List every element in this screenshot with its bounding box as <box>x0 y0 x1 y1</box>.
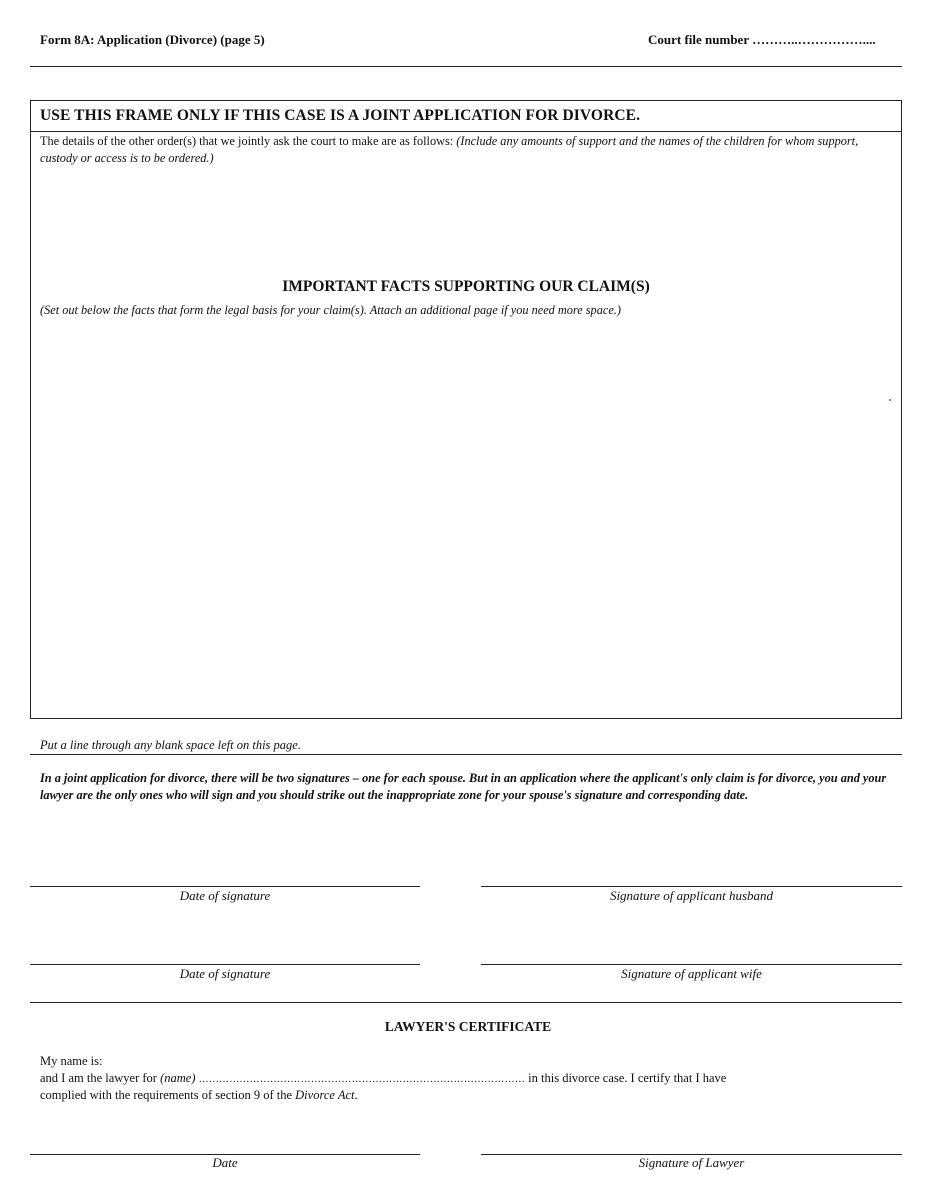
lawyer-date-label: Date <box>212 1155 238 1170</box>
signature-instruction: In a joint application for divorce, there will be two signatures – one for each spouse. But in an application where the applicant's only claim is for divorce, you and your lawyer are the only ones who will sign and you should strike out the inappropriate zone for your spouse's signature and corresponding date. <box>40 771 887 802</box>
lawyer-signature-label: Signature of Lawyer <box>638 1155 745 1170</box>
lawyer-for-suffix: in this divorce case. I certify that I have <box>528 1071 727 1085</box>
frame-title: USE THIS FRAME ONLY IF THIS CASE IS A JOINT APPLICATION FOR DIVORCE. <box>40 107 641 124</box>
date-line-1[interactable] <box>30 886 420 887</box>
note-rule <box>30 754 902 755</box>
header-rule <box>30 66 902 67</box>
court-file-dots[interactable]: ………..…………….... <box>752 32 876 47</box>
court-file-label: Court file number <box>648 32 749 47</box>
lawyer-certificate-title: LAWYER'S CERTIFICATE <box>384 1019 552 1034</box>
scan-speck <box>889 399 891 401</box>
husband-signature-line[interactable] <box>481 886 902 887</box>
name-label: (name) <box>160 1071 196 1085</box>
orders-text <box>40 133 895 167</box>
frame-title-rule <box>31 131 901 132</box>
date-of-signature-label-1: Date of signature <box>179 888 271 903</box>
lawyer-for-line <box>40 1070 900 1088</box>
complied-suffix: . <box>354 1088 358 1102</box>
divorce-act-name: Divorce Act <box>295 1088 355 1102</box>
complied-line <box>40 1087 358 1104</box>
orders-intro: The details of the other order(s) that we jointly ask the court to make are as follows: <box>40 134 454 148</box>
wife-signature-line[interactable] <box>481 964 902 965</box>
client-name-field[interactable]: …………………………………………………………………………………… <box>198 1074 526 1085</box>
wife-signature-label: Signature of applicant wife <box>621 966 762 981</box>
lawyer-for-prefix: and I am the lawyer for <box>40 1071 157 1085</box>
form-title: Form 8A: Application (Divorce) (page 5) <box>40 32 265 47</box>
certificate-rule <box>30 1002 902 1003</box>
orders-instruction: (Include any amounts of support and the names of the children for whom support, custody or access is to be ordered.) <box>40 134 859 165</box>
court-file-number <box>648 32 876 48</box>
joint-application-frame <box>30 100 902 719</box>
my-name-label: My name is: <box>40 1054 103 1068</box>
date-of-signature-label-2: Date of signature <box>179 966 271 981</box>
facts-instruction: (Set out below the facts that form the legal basis for your claim(s). Attach an additional page if you need more space.) <box>40 303 621 317</box>
complied-prefix: complied with the requirements of section 9 of the <box>40 1088 293 1102</box>
blank-space-note: Put a line through any blank space left on this page. <box>40 738 301 752</box>
husband-signature-label: Signature of applicant husband <box>609 888 774 903</box>
date-line-2[interactable] <box>30 964 420 965</box>
facts-heading: IMPORTANT FACTS SUPPORTING OUR CLAIM(S) <box>282 278 650 295</box>
